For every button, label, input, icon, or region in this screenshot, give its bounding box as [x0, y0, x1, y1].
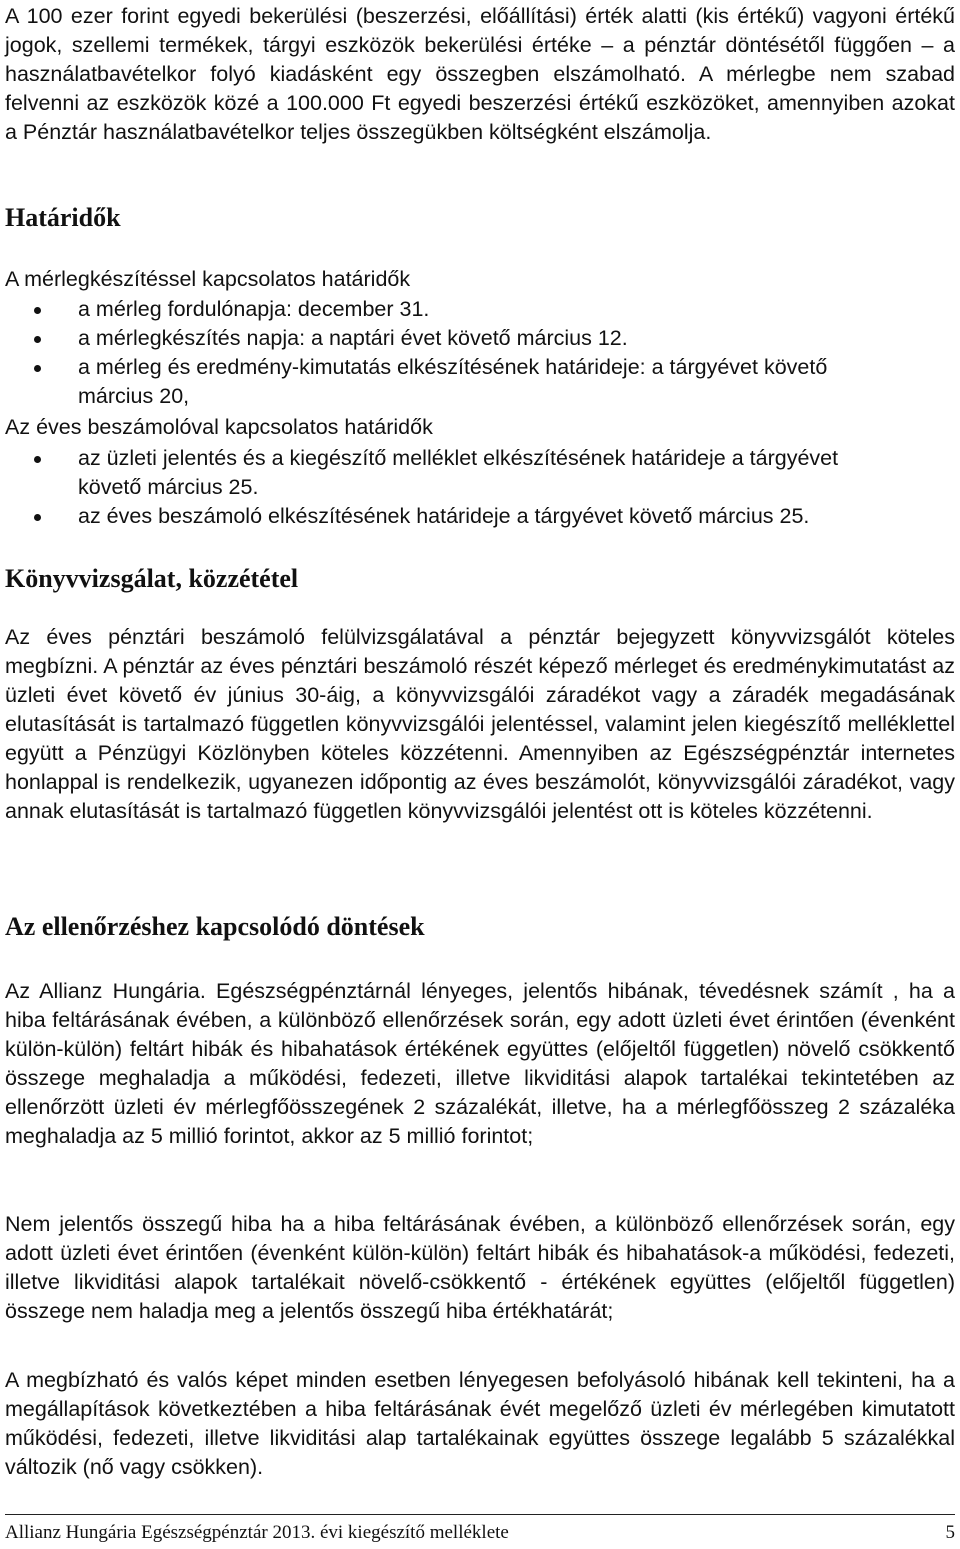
- list-item: az üzleti jelentés és a kiegészítő melléklet elkészítésének határideje a tárgyévet követő március 25.: [5, 444, 955, 502]
- control-paragraph-3: A megbízható és valós képet minden esetben lényegesen befolyásoló hibának kell tekinteni, ha a megállapítások következtében a hiba feltárásának évét megelőző üzleti év mérlegében kimutatott működési, fedezeti, illetve likviditási alap tartalékainak együttes összege legalább 5 százalékkal változik (nő vagy csökken).: [5, 1368, 955, 1479]
- balance-deadlines-list: [5, 295, 955, 411]
- audit-paragraph: Az éves pénztári beszámoló felülvizsgálatával a pénztár bejegyzett könyvvizsgálót köteles megbízni. A pénztár az éves pénztári beszámoló részét képező mérleget és eredménykimutatást az üzleti évet követő év június 30-áig, a könyvvizsgálói záradékot vagy a záradék megadásának elutasítását is tartalmazó független könyvvizsgálói jelentéssel, valamint jelen kiegészítő melléklettel együtt a Pénzügyi Közlönyben köteles közzétenni. Amennyiben az Egészségpénztár internetes honlappal is rendelkezik, ugyanezen időpontig az éves beszámolót, könyvvizsgálói záradékot, vagy annak elutasítását is tartalmazó független könyvvizsgálói jelentést ott is köteles közzétenni.: [5, 625, 955, 823]
- report-deadlines-list: [5, 444, 955, 531]
- list-item: a mérlegkészítés napja: a naptári évet követő március 12.: [5, 324, 955, 353]
- report-deadlines-title: Az éves beszámolóval kapcsolatos határidők: [5, 415, 433, 439]
- footer-title: Allianz Hungária Egészségpénztár 2013. évi kiegészítő melléklete: [5, 1522, 509, 1543]
- control-paragraph-1: Az Allianz Hungária. Egészségpénztárnál lényeges, jelentős hibának, tévedésnek számít , ha a hiba feltárásának évében, a különböző ellenőrzések során, egy adott üzleti évet érintően (évenként külön-külön) feltárt hibák és hibahatások értékének együttes (előjeltől független) növelő csökkentő összege meghaladja a működési, fedezeti, illetve likviditási alapok tartalékai tekintetében az ellenőrzött üzleti év mérlegfőösszegének 2 százalékát, illetve, ha a mérlegfőösszeg 2 százaléka meghaladja az 5 millió forintot, akkor az 5 millió forintot;: [5, 979, 955, 1148]
- list-item: a mérleg és eredmény-kimutatás elkészítésének határideje: a tárgyévet követő március 20,: [5, 353, 955, 411]
- page-footer: [5, 1514, 955, 1545]
- page-number: 5: [945, 1522, 955, 1543]
- balance-deadlines-title: A mérlegkészítéssel kapcsolatos határidők: [5, 267, 411, 291]
- list-item: a mérleg fordulónapja: december 31.: [5, 295, 955, 324]
- control-heading: Az ellenőrzéshez kapcsolódó döntések: [5, 912, 425, 941]
- intro-paragraph: A 100 ezer forint egyedi bekerülési (beszerzési, előállítási) érték alatti (kis értékű) vagyoni értékű jogok, szellemi termékek, tárgyi eszközök bekerülési értéke – a pénztár döntésétől függően – a használatbavételkor folyó kiadásként egy összegben elszámolható. A mérlegbe nem szabad felvenni az eszközök közé a 100.000 Ft egyedi beszerzési értékű eszközöket, amennyiben azokat a Pénztár használatbavételkor teljes összegükben költségként elszámolja.: [5, 4, 955, 144]
- list-item: az éves beszámoló elkészítésének határideje a tárgyévet követő március 25.: [5, 502, 955, 531]
- audit-heading: Könyvvizsgálat, közzététel: [5, 564, 299, 593]
- deadlines-heading: Határidők: [5, 203, 121, 232]
- control-paragraph-2: Nem jelentős összegű hiba ha a hiba feltárásának évében, a különböző ellenőrzések során, egy adott üzleti évet érintően (évenként külön-külön) feltárt hibák és hibahatások-a működési, fedezeti, illetve likviditási alapok tartalékait növelő-csökkentő - értékének együttes (előjeltől független) összege nem haladja meg a jelentős összegű hiba értékhatárát;: [5, 1212, 955, 1323]
